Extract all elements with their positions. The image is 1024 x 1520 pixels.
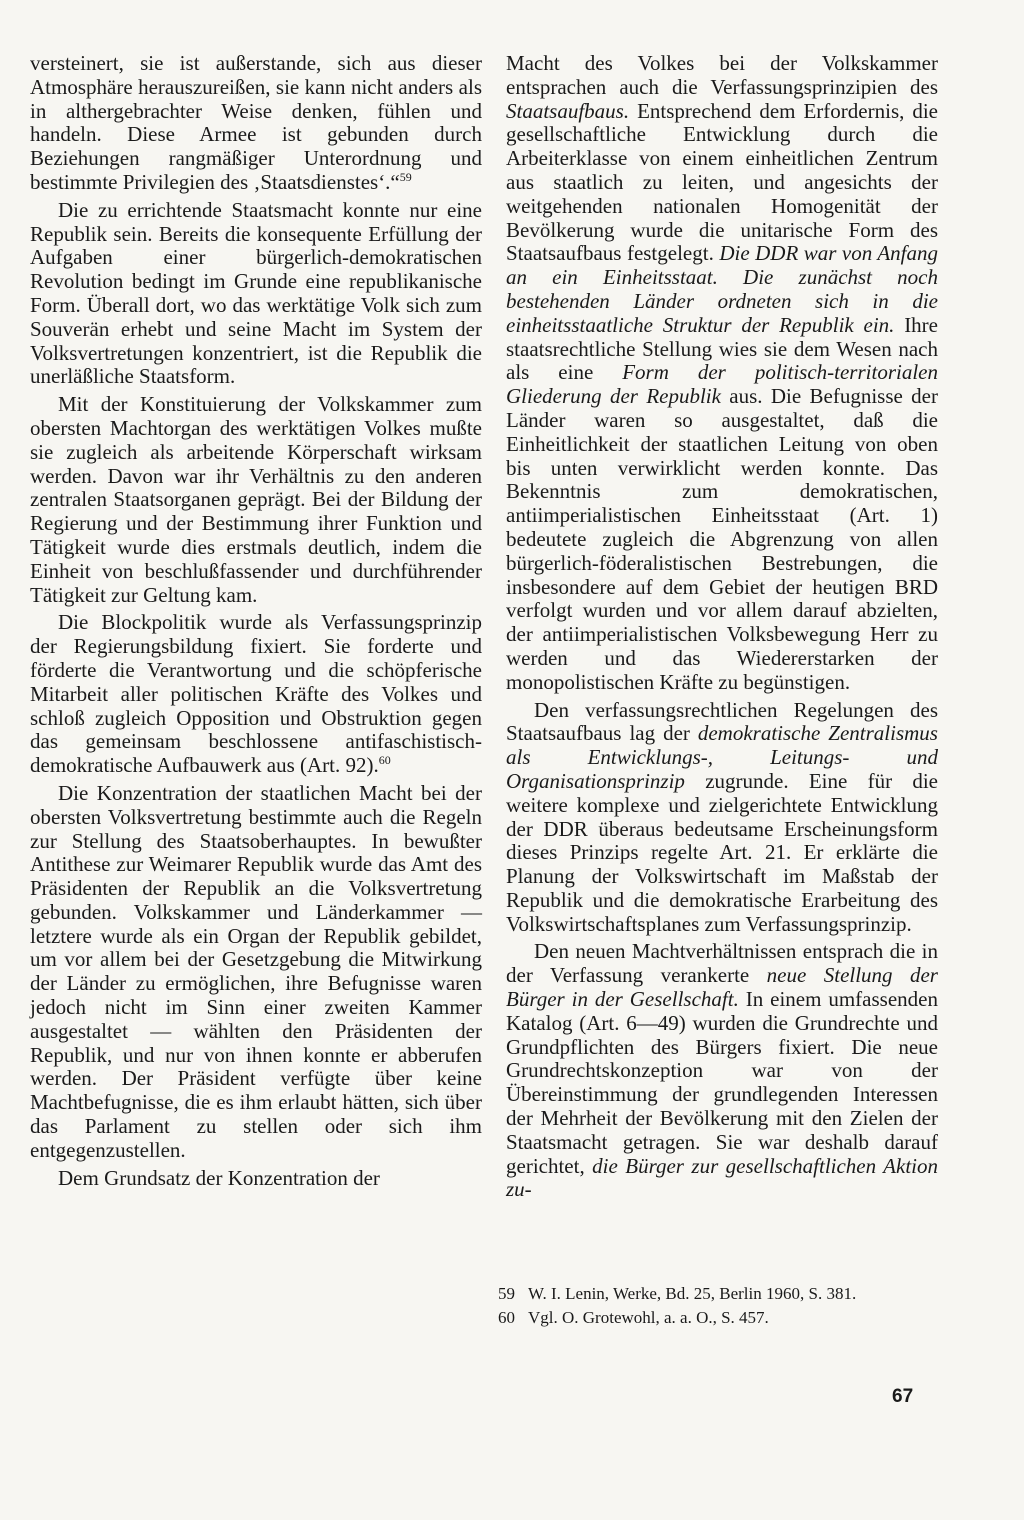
footnote-ref-59[interactable]: 59 [399, 169, 412, 184]
paragraph: Macht des Volkes bei der Volkskammer entsprachen auch die Verfassungsprinzipien des Staatsaufbaus. Entsprechend dem Erfordernis, die gesellschaftliche Entwicklung durch die Arbeiterklasse von einem einheitlichen Zentrum aus staatlich zu leiten, und angesichts der weitgehenden nationalen Homogenität der Bevölkerung wurde die unitarische Form des Staatsaufbaus festgelegt. Die DDR war von Anfang an ein Einheitsstaat. Die zunächst noch bestehenden Länder ordneten sich in die einheitsstaatliche Struktur der Republik ein. Ihre staatsrechtliche Stellung wies sie dem Wesen nach als eine Form der politisch-territorialen Gliederung der Republik aus. Die Befugnisse der Länder waren so ausgestaltet, daß die Einheitlichkeit der staatlichen Leitung von oben bis unten verwirklicht werden konnte. Das Bekenntnis zum demokratischen, antiimperialistischen Einheitsstaat (Art. 1) bedeutete zugleich die Abgrenzung von allen bürgerlich-föderalistischen Bestrebungen, die insbesondere auf dem Gebiet der heutigen BRD verfolgt wurden und vor allem darauf abzielten, der antiimperialistischen Volksbewegung Herr zu werden und das Wiedererstarken der monopolistischen Kräfte zu begünstigen. [506, 51, 938, 694]
paragraph: Mit der Konstituierung der Volkskammer zum obersten Machtorgan des werktätigen Volkes mußte sie zugleich als arbeitende Körperschaft wirksam werden. Davon war ihr Verhältnis zu den anderen zentralen Staatsorganen geprägt. Bei der Bildung der Regierung und der Bestimmung ihrer Funktion und Tätigkeit wurde dies erstmals deutlich, indem die Einheit von beschlußfassender und durchführender Tätigkeit zur Geltung kam. [30, 392, 482, 607]
italic-phrase: Die DDR war von Anfang an ein Einheitsstaat. Die zunächst noch bestehenden Länder ordneten sich in die einheitsstaatliche Struktur der Republik ein. [506, 241, 938, 337]
footnote-60 [498, 1306, 938, 1330]
footnote-number: 59 [498, 1284, 515, 1303]
page-number: 67 [892, 1386, 914, 1407]
italic-phrase: die Bürger zur gesellschaftlichen Aktion zu- [506, 1153, 939, 1202]
footnote-text: W. I. Lenin, Werke, Bd. 25, Berlin 1960, S. 381. [528, 1284, 857, 1303]
italic-phrase: Staatsaufbaus. [506, 98, 630, 123]
paragraph: versteinert, sie ist außerstande, sich aus dieser Atmosphäre herauszureißen, sie kann nicht anders als in althergebrachter Weise denken, fühlen und handeln. Diese Armee ist gebunden durch Beziehungen rangmäßiger Unterordnung und bestimmte Privilegien des ‚Staatsdienstes‘.“$^{59}$ [30, 51, 482, 194]
paragraph: Den neuen Machtverhältnissen entsprach die in der Verfassung verankerte neue Stellung der Bürger in der Gesellschaft. In einem umfassenden Katalog (Art. 6—49) wurden die Grundrechte und Grundpflichten des Bürgers fixiert. Die neue Grundrechtskonzeption war von der Übereinstimmung der grundlegenden Interessen der Mehrheit der Bevölkerung mit den Zielen der Staatsmacht getragen. Sie war deshalb darauf gerichtet, die Bürger zur gesellschaftlichen Aktion zu- [506, 939, 939, 1202]
right-column [506, 52, 938, 1202]
paragraph: Dem Grundsatz der Konzentration der [58, 1165, 380, 1190]
footnote-text: Vgl. O. Grotewohl, a. a. O., S. 457. [528, 1308, 769, 1327]
footnotes [498, 1282, 938, 1330]
italic-phrase: Form der politisch-territorialen Gliederung der Republik [506, 360, 938, 409]
left-column [30, 52, 482, 1190]
paragraph: Den verfassungsrechtlichen Regelungen des Staatsaufbaus lag der demokratische Zentralismus als Entwicklungs-, Leitungs- und Organisationsprinzip zugrunde. Eine für die weitere komplexe und zielgerichtete Entwicklung der DDR überaus bedeutsame Erscheinungsform dieses Prinzips regelte Art. 21. Er erklärte die Planung der Volkswirtschaft im Maßstab der Republik und die demokratische Erarbeitung des Volkswirtschaftsplanes zum Verfassungsprinzip. [506, 697, 938, 936]
paragraph: Die Blockpolitik wurde als Verfassungsprinzip der Regierungsbildung fixiert. Sie forderte und förderte die Verantwortung und die schöpferische Mitarbeit aller politischen Kräfte des Volkes und schloß zugleich Opposition und Obstruktion gegen das gemeinsam beschlossene antifaschistisch-demokratische Aufbauwerk aus (Art. 92).$^{60}$ [30, 610, 482, 778]
italic-phrase: neue Stellung der Bürger in der Gesellschaft. [506, 963, 938, 1012]
footnote-ref-60[interactable]: 60 [378, 753, 391, 768]
footnote-number: 60 [498, 1308, 515, 1327]
italic-phrase: demokratische Zentralismus als Entwicklungs-, Leitungs- und Organisationsprinzip [506, 721, 938, 793]
paragraph: Die Konzentration der staatlichen Macht bei der obersten Volksvertretung bestimmte auch die Regeln zur Stellung des Staatsoberhauptes. In bewußter Antithese zur Weimarer Republik wurde das Amt des Präsidenten der Republik an die Volksvertretung gebunden. Volkskammer und Länderkammer — letztere wurde als ein Organ der Republik gebildet, um vor allem bei der Gesetzgebung die Mitwirkung der Länder zu ermöglichen, ihre Befugnisse waren jedoch nicht im Sinn einer zweiten Kammer ausgestaltet — wählten den Präsidenten der Republik, und nur von ihnen konnte er abberufen werden. Der Präsident verfügte über keine Machtbefugnisse, die es ihm erlaubt hätten, sich über das Parlament zu stellen oder sich ihm entgegenzustellen. [30, 780, 482, 1162]
footnote-59 [498, 1282, 938, 1306]
paragraph: Die zu errichtende Staatsmacht konnte nur eine Republik sein. Bereits die konsequente Erfüllung der Aufgaben einer bürgerlich-demokratischen Revolution bedingt im Grunde eine republikanische Form. Überall dort, wo das werktätige Volk sich zum Souverän erhebt und seine Macht im System der Volksvertretungen konzentriert, ist die Republik die unerläßliche Staatsform. [30, 197, 482, 389]
